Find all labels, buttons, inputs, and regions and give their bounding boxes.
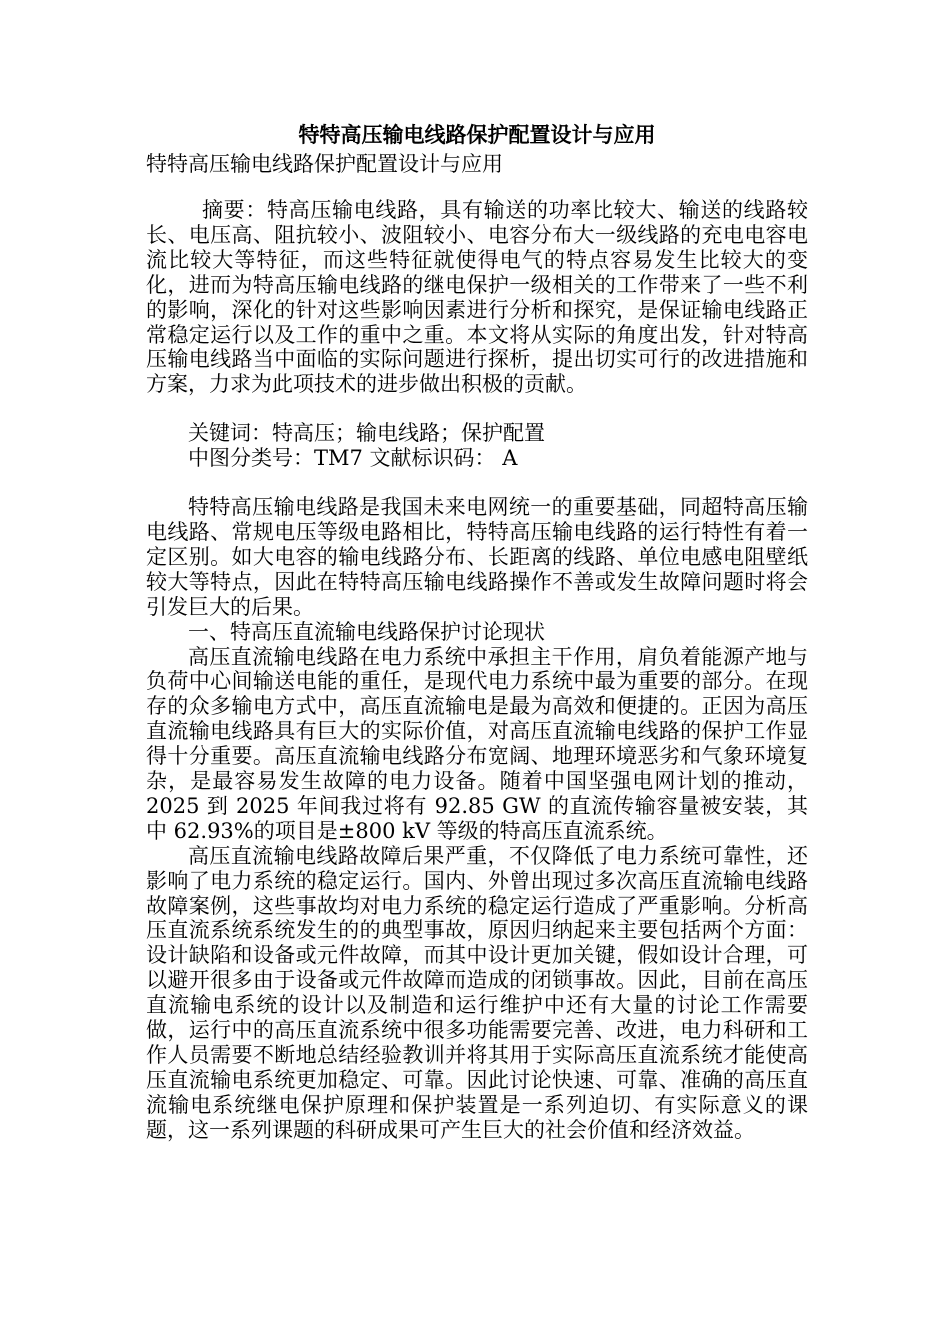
abstract-paragraph: 摘要：特高压输电线路，具有输送的功率比较大、输送的线路较长、电压高、阻抗较小、波阻较小、电容分布大一级线路的充电电容电流比较大等特征，而这些特征就使得电气的特点容易发生比较大的变化，进而为特高压输电线路的继电保护一级相关的工作带来了一些不利的影响，深化的针对这些影响因素进行分析和探究，是保证输电线路正常稳定运行以及工作的重中之重。本文将从实际的角度出发，针对特高压输电线路当中面临的实际问题进行探析，提出切实可行的改进措施和方案，力求为此项技术的进步做出积极的贡献。 (146, 198, 808, 397)
body-paragraph: 高压直流输电线路故障后果严重，不仅降低了电力系统可靠性，还影响了电力系统的稳定运行。国内、外曾出现过多次高压直流输电线路故障案例，这些事故均对电力系统的稳定运行造成了严重影响。分析高压直流系统系统发生的的典型事故，原因归纳起来主要包括两个方面：设计缺陷和设备或元件故障，而其中设计更加关键，假如设计合理，可以避开很多由于设备或元件故障而造成的闭锁事故。因此，目前在高压直流输电系统的设计以及制造和运行维护中还有大量的讨论工作需要做，运行中的高压直流系统中很多功能需要完善、改进，电力科研和工作人员需要不断地总结经验教训并将其用于实际高压直流系统才能使高压直流输电系统更加稳定、可靠。因此讨论快速、可靠、准确的高压直流输电系统继电保护原理和保护装置是一系列迫切、有实际意义的课题，这一系列课题的科研成果可产生巨大的社会价值和经济效益。 (146, 843, 808, 1142)
section-heading: 一、特高压直流输电线路保护讨论现状 (188, 619, 545, 644)
classification-line: 中图分类号：TM7 文献标识码： A (188, 446, 518, 471)
keywords-line: 关键词：特高压；输电线路；保护配置 (188, 421, 545, 446)
document-title: 特特高压输电线路保护配置设计与应用 (298, 122, 656, 147)
intro-paragraph: 特特高压输电线路是我国未来电网统一的重要基础，同超特高压输电线路、常规电压等级电路相比，特特高压输电线路的运行特性有着一定区别。如大电容的输电线路分布、长距离的线路、单位电感电阻壁纸较大等特点，因此在特特高压输电线路操作不善或发生故障问题时将会引发巨大的后果。 (146, 495, 808, 619)
document-page (146, 120, 808, 1143)
body-paragraph: 高压直流输电线路在电力系统中承担主干作用，肩负着能源产地与负荷中心间输送电能的重任，是现代电力系统中最为重要的部分。在现存的众多输电方式中，高压直流输电是最为高效和便捷的。正因为高压直流输电线路具有巨大的实际价值，对高压直流输电线路的保护工作显得十分重要。高压直流输电线路分布宽阔、地理环境恶劣和气象环境复杂，是最容易发生故障的电力设备。随着中国坚强电网计划的推动，2025 到 2025 年间我过将有 92.85 GW 的直流传输容量被安装，其中 62.93%的项目是±800 kV 等级的特高压直流系统。 (146, 644, 808, 843)
document-subtitle: 特特高压输电线路保护配置设计与应用 (146, 152, 503, 176)
